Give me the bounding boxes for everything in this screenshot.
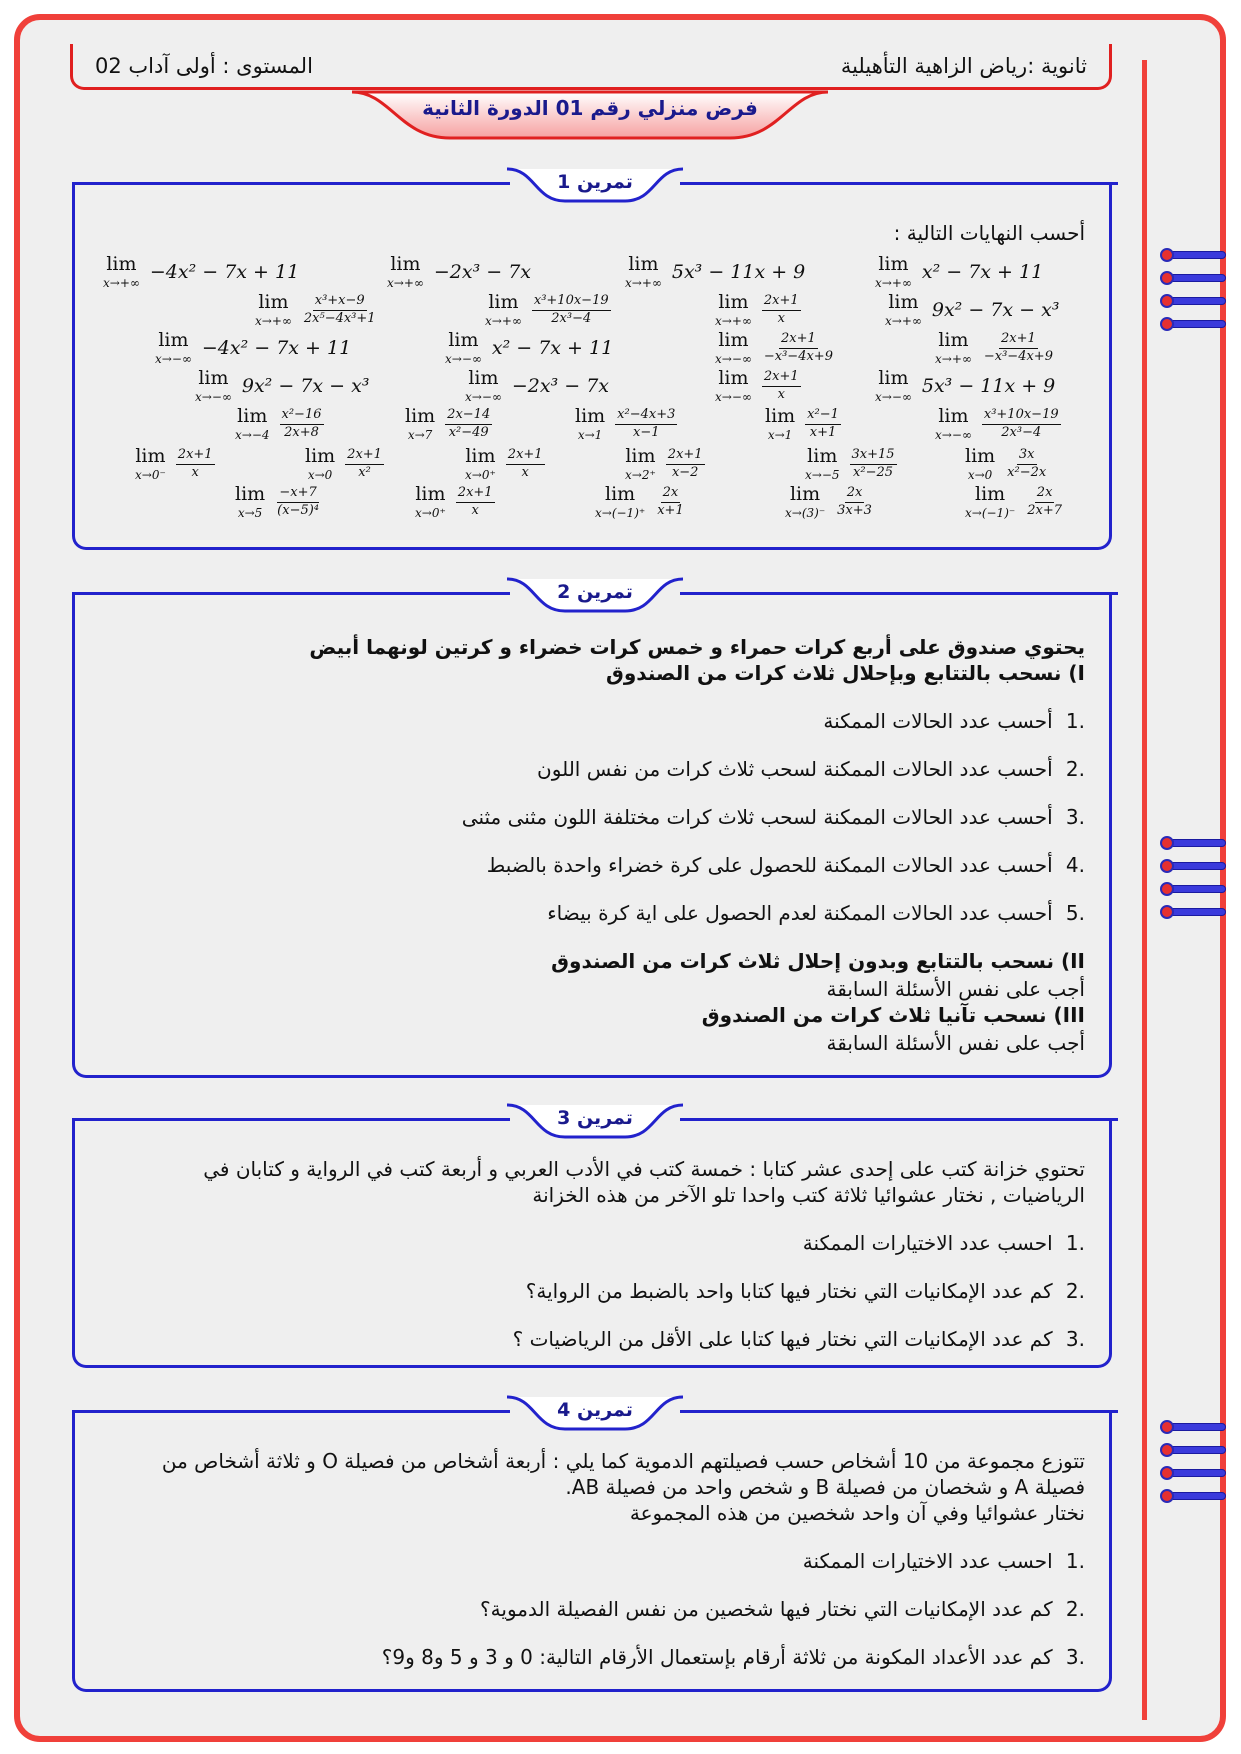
limit-expression: lim x→−∞ 5x³ − 11x + 9 bbox=[875, 367, 1056, 404]
limit-expression: lim x→−∞ −2x³ − 7x bbox=[465, 367, 610, 404]
binder-ring bbox=[1160, 1443, 1226, 1457]
limit-expression: lim x→−∞ −4x² − 7x + 11 bbox=[155, 329, 352, 366]
limit-expression: lim x→5 $\frac{-x+7}{\text{(x−5)⁴}}$ bbox=[235, 483, 320, 520]
limit-expression: lim x→0⁺ $\frac{2x+1}{x}$ bbox=[415, 483, 493, 520]
limit-expression: lim x→+∞ 5x³ − 11x + 9 bbox=[625, 253, 806, 290]
exercise-1 bbox=[72, 171, 1112, 550]
binder-ring bbox=[1160, 836, 1226, 850]
limit-expression: lim x→0⁻ $\frac{2x+1}{x}$ bbox=[135, 445, 213, 482]
exercise-3-item-3: .3 كم عدد الإمكانيات التي نختار فيها كتابا على الأقل من الرياضيات ؟ bbox=[512, 1327, 1085, 1351]
header bbox=[70, 44, 1112, 90]
exercise-2-item-2: .2 أحسب عدد الحالات الممكنة لسحب ثلاث كرات من نفس اللون bbox=[537, 757, 1085, 781]
exercise-2-part-3: III) نسحب تآنيا ثلاث كرات من الصندوق bbox=[701, 1003, 1085, 1027]
exercise-2 bbox=[72, 581, 1112, 1078]
limit-expression: lim x→−∞ $\frac{2x+1}{\text{−x³−4x+9}}$ bbox=[715, 329, 833, 366]
exercise-4-statement-line-2: فصيلة A و شخصان من فصيلة B و شخص واحد من فصيلة AB. bbox=[565, 1475, 1085, 1499]
exercise-4-statement-line-3: نختار عشوائيا وفي آن واحد شخصين من هذه المجموعة bbox=[629, 1501, 1085, 1525]
exercise-3-tab bbox=[505, 1103, 685, 1143]
limit-expression: lim x→−∞ $\frac{2x+1}{x}$ bbox=[715, 367, 799, 404]
exercise-2-item-1: .1 أحسب عدد الحالات الممكنة bbox=[823, 709, 1085, 733]
limit-expression: lim x→1 $\frac{\text{x²−1}}{x+1}$ bbox=[765, 405, 839, 442]
notebook-margin-line bbox=[1142, 60, 1147, 1720]
exercise-2-item-4: .4 أحسب عدد الحالات الممكنة للحصول على كرة خضراء واحدة بالضبط bbox=[486, 853, 1085, 877]
limit-expression: lim x→−∞ $\frac{\text{x³+10x−19}}{\text{2x³−4}}$ bbox=[935, 405, 1059, 442]
limit-expression: lim x→−∞ 9x² − 7x − x³ bbox=[195, 367, 370, 404]
limit-expression: lim x→+∞ −2x³ − 7x bbox=[387, 253, 532, 290]
exercise-2-tab bbox=[505, 577, 685, 617]
exercise-2-part-2-answer: أجب على نفس الأسئلة السابقة bbox=[826, 977, 1085, 1001]
limit-expression: lim x→−5 $\frac{3x+15}{\text{x²−25}}$ bbox=[805, 445, 895, 482]
limit-expression: lim x→7 $\frac{2x-14}{\text{x²−49}}$ bbox=[405, 405, 491, 442]
binder-ring bbox=[1160, 1489, 1226, 1503]
binder-ring bbox=[1160, 248, 1226, 262]
exercise-4 bbox=[72, 1399, 1112, 1692]
exercise-3 bbox=[72, 1107, 1112, 1368]
binder-ring bbox=[1160, 271, 1226, 285]
exercise-4-statement-line-1: تتوزع مجموعة من 10 أشخاص حسب فصيلتهم الدموية كما يلي : أربعة أشخاص من فصيلة O و ثلاثة أشخاص من bbox=[161, 1449, 1085, 1473]
document-title: فرض منزلي رقم 01 الدورة الثانية bbox=[422, 96, 758, 120]
exercise-3-item-1: .1 احسب عدد الاختيارات الممكنة bbox=[802, 1231, 1085, 1255]
exercise-4-item-2: .2 كم عدد الإمكانيات التي نختار فيها شخصين من نفس الفصيلة الدموية؟ bbox=[480, 1597, 1085, 1621]
limit-expression: lim x→+∞ $\frac{\text{x³+10x−19}}{\text{2x³−4}}$ bbox=[485, 291, 609, 328]
school-name: ثانوية :رياض الزاهية التأهيلية bbox=[840, 53, 1087, 78]
exercise-2-part-2: II) نسحب بالتتابع وبدون إحلال ثلاث كرات من الصندوق bbox=[551, 949, 1085, 973]
limit-expression: lim x→0⁺ $\frac{2x+1}{x}$ bbox=[465, 445, 543, 482]
exercise-2-title: تمرين 2 bbox=[557, 581, 633, 603]
binder-ring bbox=[1160, 294, 1226, 308]
exercise-4-title: تمرين 4 bbox=[557, 1399, 633, 1421]
exercise-4-item-3: .3 كم عدد الأعداد المكونة من ثلاثة أرقام بإستعمال الأرقام التالية: 0 و 3 و 5 و8 و9؟ bbox=[381, 1645, 1085, 1669]
exercise-2-item-3: .3 أحسب عدد الحالات الممكنة لسحب ثلاث كرات مختلفة اللون مثنى مثنى bbox=[461, 805, 1085, 829]
binder-ring bbox=[1160, 1466, 1226, 1480]
exercise-2-part-3-answer: أجب على نفس الأسئلة السابقة bbox=[826, 1031, 1085, 1055]
exercise-1-tab bbox=[505, 167, 685, 207]
limit-expression: lim x→+∞ x² − 7x + 11 bbox=[875, 253, 1044, 290]
limit-expression: lim x→1 $\frac{\text{x²−4x+3}}{x-1}$ bbox=[575, 405, 676, 442]
binder-ring bbox=[1160, 1420, 1226, 1434]
limit-expression: lim x→+∞ 9x² − 7x − x³ bbox=[885, 291, 1060, 328]
exercise-3-title: تمرين 3 bbox=[557, 1107, 633, 1129]
exercise-1-instruction: أحسب النهايات التالية : bbox=[893, 221, 1085, 245]
exercise-4-tab bbox=[505, 1395, 685, 1435]
exercise-4-item-1: .1 احسب عدد الاختيارات الممكنة bbox=[802, 1549, 1085, 1573]
limit-expression: lim x→(3)⁻ $\frac{2x}{3x+3}$ bbox=[785, 483, 872, 520]
exercise-1-title: تمرين 1 bbox=[557, 171, 633, 193]
exercise-2-statement: يحتوي صندوق على أربع كرات حمراء و خمس كرات خضراء و كرتين لونهما أبيض bbox=[309, 635, 1085, 659]
exercise-3-statement-line-1: تحتوي خزانة كتب على إحدى عشر كتابا : خمسة كتب في الأدب العربي و أربعة كتب في الرواية و كتابان في bbox=[203, 1157, 1085, 1181]
limit-expression: lim x→2⁺ $\frac{2x+1}{x-2}$ bbox=[625, 445, 703, 482]
limit-expression: lim x→+∞ −4x² − 7x + 11 bbox=[103, 253, 300, 290]
limit-expression: lim x→(−1)⁻ $\frac{2x}{2x+7}$ bbox=[965, 483, 1062, 520]
limit-expression: lim x→+∞ $\frac{2x+1}{\text{−x³−4x+9}}$ bbox=[935, 329, 1053, 366]
limit-expression: lim x→0 $\frac{3x}{\text{x²−2x}}$ bbox=[965, 445, 1047, 482]
limit-expression: lim x→−4 $\frac{\text{x²−16}}{2x+8}$ bbox=[235, 405, 322, 442]
limit-expression: lim x→0 $\frac{2x+1}{\text{x²}}$ bbox=[305, 445, 382, 482]
exercise-2-part-1: I) نسحب بالتتابع وبإحلال ثلاث كرات من الصندوق bbox=[605, 661, 1085, 685]
exercise-3-item-2: .2 كم عدد الإمكانيات التي نختار فيها كتابا واحد بالضبط من الرواية؟ bbox=[525, 1279, 1085, 1303]
exercise-2-item-5: .5 أحسب عدد الحالات الممكنة لعدم الحصول على اية كرة بيضاء bbox=[547, 901, 1085, 925]
limit-expression: lim x→+∞ $\frac{2x+1}{x}$ bbox=[715, 291, 799, 328]
limit-expression: lim x→+∞ $\frac{\text{x³+x−9}}{\text{2x⁵−4x³+1}}$ bbox=[255, 291, 376, 328]
exercise-3-statement-line-2: الرياضيات , نختار عشوائيا ثلاثة كتب واحدا تلو الآخر من هذه الخزانة bbox=[532, 1183, 1085, 1207]
class-level: المستوى : أولى آداب 02 bbox=[95, 53, 313, 78]
binder-ring bbox=[1160, 882, 1226, 896]
binder-ring bbox=[1160, 905, 1226, 919]
binder-ring bbox=[1160, 859, 1226, 873]
document-title-banner bbox=[350, 90, 830, 142]
limit-expression: lim x→−∞ x² − 7x + 11 bbox=[445, 329, 614, 366]
limit-expression: lim x→(−1)⁺ $\frac{2x}{x+1}$ bbox=[595, 483, 684, 520]
binder-ring bbox=[1160, 317, 1226, 331]
